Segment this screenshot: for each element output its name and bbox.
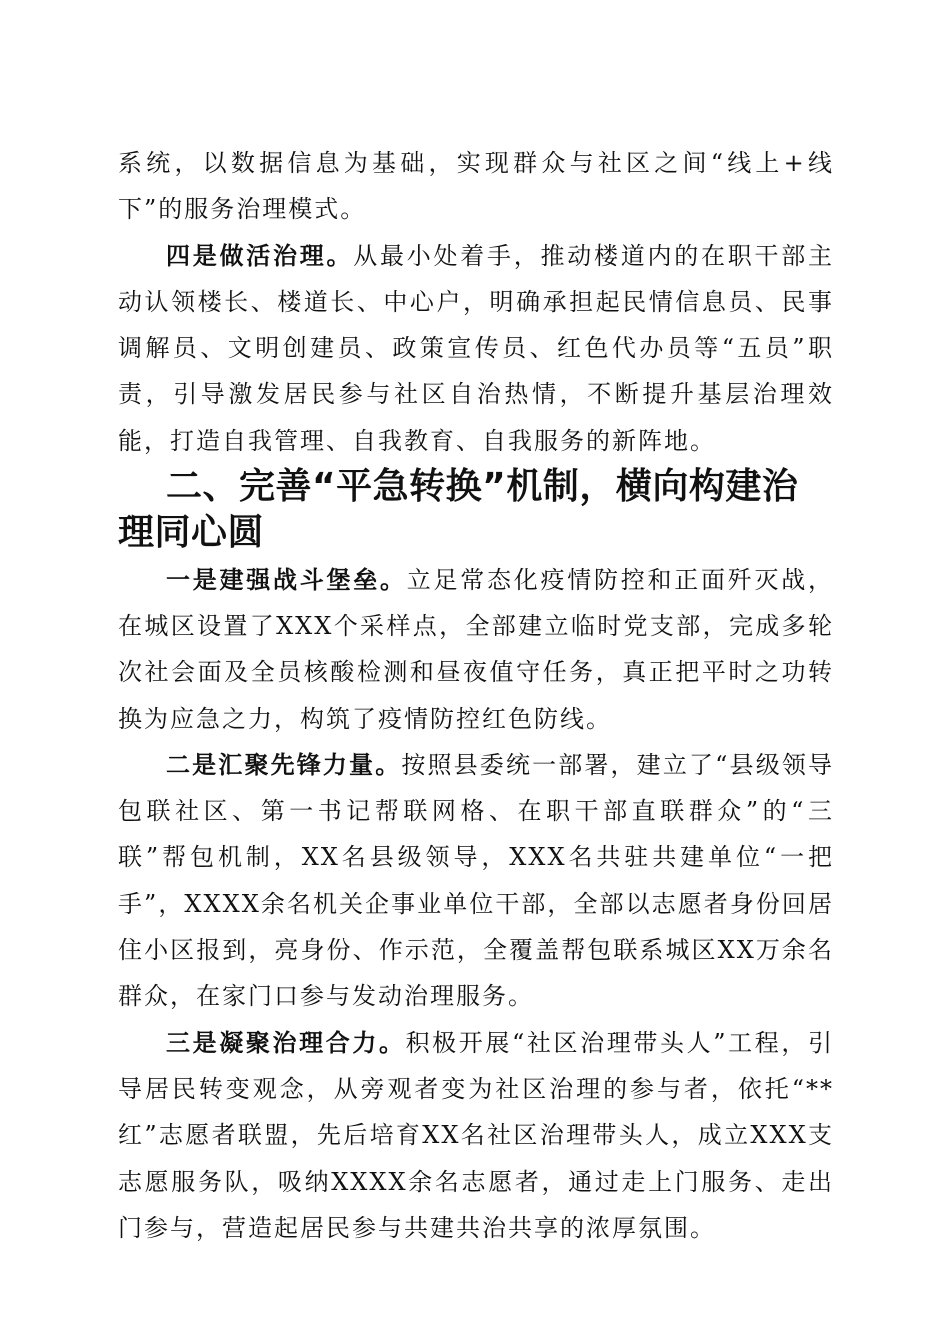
paragraph-governance-activation (118, 233, 834, 464)
paragraph-lead: 四是做活治理。 (166, 241, 354, 270)
section-heading-2: 二、完善“平急转换”机制，横向构建治理同心圆 (118, 466, 799, 554)
paragraph-lead: 三是凝聚治理合力。 (166, 1028, 406, 1057)
document-page (118, 140, 834, 1251)
paragraph-text: 从最小处着手，推动楼道内的在职干部主动认领楼长、楼道长、中心户，明确承担起民情信息员、民事调解员、文明创建员、政策宣传员、红色代办员等“五员”职责，引导激发居民参与社区自治热情，不断提升基层治理效能，打造自我管理、自我教育、自我服务的新阵地。 (118, 241, 834, 455)
paragraph-text: 积极开展“社区治理带头人”工程，引导居民转变观念，从旁观者变为社区治理的参与者，依托“**红”志愿者联盟，先后培育XX名社区治理带头人，成立XXX支志愿服务队，吸纳XXXX余名志愿者，通过走上门服务、走出门参与，营造起居民参与共建共治共享的浓厚氛围。 (118, 1028, 834, 1242)
paragraph-text: 立足常态化疫情防控和正面歼灭战，在城区设置了XXX个采样点，全部建立临时党支部，完成多轮次社会面及全员核酸检测和昼夜值守任务，真正把平时之功转换为应急之力，构筑了疫情防控红色防线。 (118, 565, 834, 733)
paragraph-text: 系统，以数据信息为基础，实现群众与社区之间“线上+线下”的服务治理模式。 (118, 149, 834, 224)
paragraph-fortress (118, 557, 834, 742)
paragraph-lead: 一是建强战斗堡垒。 (166, 565, 407, 594)
paragraph-synergy (118, 1020, 834, 1251)
paragraph-text: 按照县委统一部署，建立了“县级领导包联社区、第一书记帮联网格、在职干部直联群众”的“三联”帮包机制，XX名县级领导，XXX名共驻共建单位“一把手”，XXXX余名机关企事业单位干部，全部以志愿者身份回居住小区报到，亮身份、作示范，全覆盖帮包联系城区XX万余名群众，在家门口参与发动治理服务。 (118, 750, 834, 1011)
paragraph-service-model (118, 140, 834, 233)
paragraph-vanguard (118, 742, 834, 1020)
paragraph-lead: 二是汇聚先锋力量。 (166, 750, 402, 779)
